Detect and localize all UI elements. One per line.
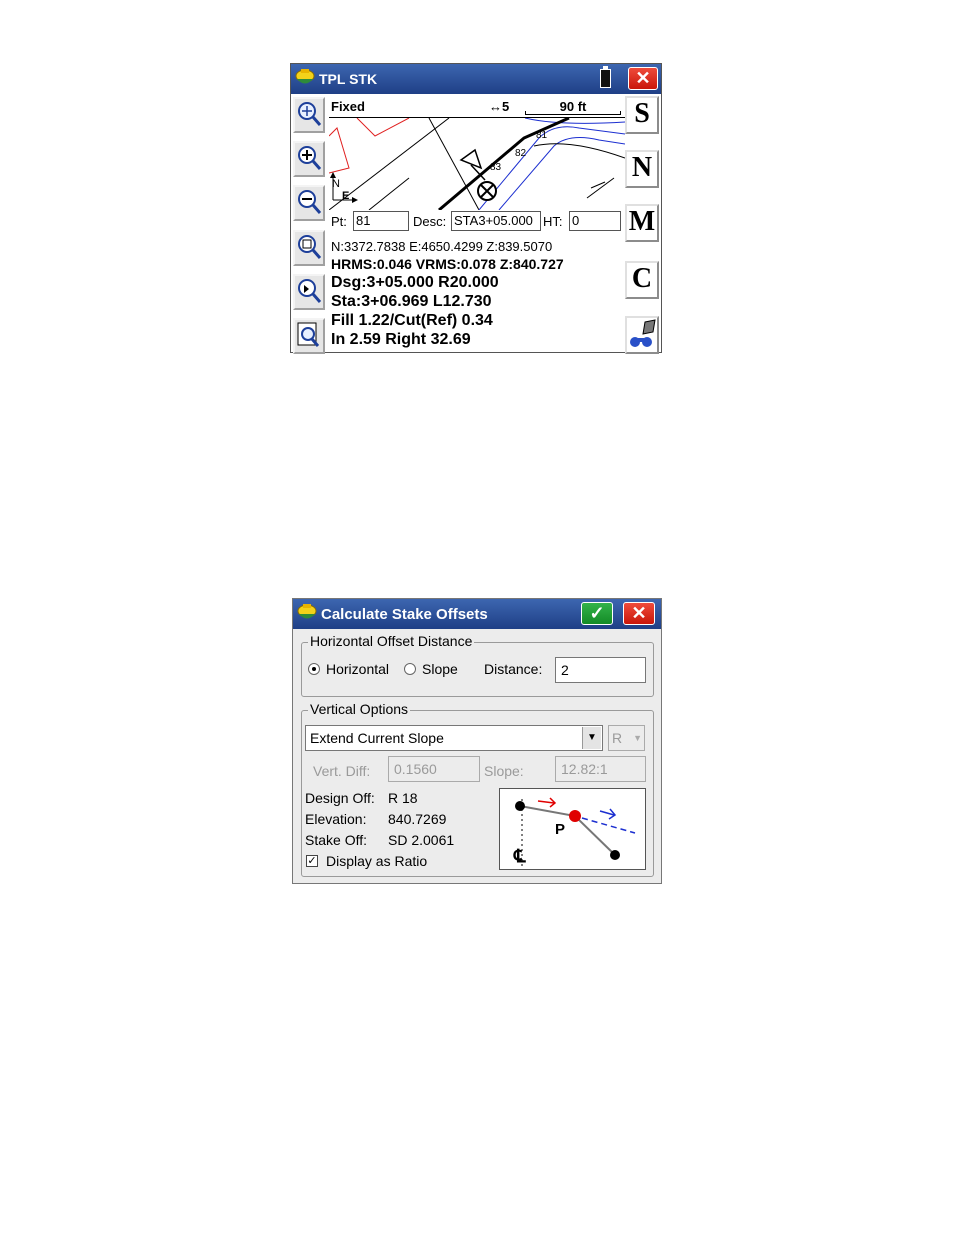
design-off-label: Design Off: <box>305 790 375 806</box>
map-label-81: 81 <box>536 130 548 141</box>
zoom-extents-icon <box>295 99 323 131</box>
battery-icon <box>600 69 611 88</box>
ht-input[interactable]: 0 <box>569 211 621 231</box>
zoom-in-icon <box>295 143 323 175</box>
vertical-method-select[interactable] <box>305 725 603 751</box>
dialog-title: Calculate Stake Offsets <box>321 606 488 623</box>
horizontal-radio[interactable] <box>308 663 320 675</box>
design-text: Dsg:3+05.000 R20.000 <box>331 274 499 291</box>
zoom-in-button[interactable] <box>293 141 325 177</box>
pt-label: Pt: <box>331 214 347 229</box>
in-right-text: In 2.59 Right 32.69 <box>331 331 471 348</box>
map-label-82: 82 <box>515 148 527 159</box>
pt-input[interactable]: 81 <box>353 211 409 231</box>
map-view[interactable] <box>329 118 625 210</box>
calculate-stake-offsets-dialog <box>292 598 662 884</box>
side-select <box>608 725 645 751</box>
horizontal-offset-group-label: Horizontal Offset Distance <box>310 633 473 649</box>
zoom-previous-button[interactable] <box>293 274 325 310</box>
scale-bar-line <box>525 111 621 115</box>
binoculars-icon <box>627 318 657 352</box>
scale-count: ↔5 <box>489 99 510 114</box>
elevation-value: 840.7269 <box>388 811 447 827</box>
north-label: N <box>332 178 340 190</box>
map-canvas <box>329 118 625 210</box>
point-p-label: P <box>555 821 566 838</box>
title-bar <box>291 64 661 94</box>
zoom-details-button[interactable] <box>293 318 325 354</box>
window-title: TPL STK <box>319 71 378 87</box>
desc-input[interactable]: STA3+05.000 <box>451 211 541 231</box>
vertical-method-value: Extend Current Slope <box>310 730 444 746</box>
slope-label: Slope: <box>484 763 524 779</box>
zoom-window-button[interactable] <box>293 230 325 266</box>
zoom-out-icon <box>295 187 323 219</box>
desc-label: Desc: <box>413 214 447 229</box>
monitor-button[interactable] <box>625 316 659 354</box>
zoom-previous-icon <box>295 276 323 308</box>
centerline-icon: ℄ <box>514 846 526 866</box>
horizontal-radio-label: Horizontal <box>326 661 390 677</box>
offset-diagram <box>499 788 646 870</box>
coords-text: N:3372.7838 E:4650.4299 Z:839.5070 <box>331 239 553 254</box>
horizontal-offset-group <box>301 633 654 697</box>
stake-off-value: SD 2.0061 <box>388 832 455 848</box>
app-icon <box>295 601 319 625</box>
calculate-button[interactable]: C <box>625 261 659 299</box>
vert-diff-input: 0.1560 <box>388 756 480 782</box>
zoom-window-icon <box>295 232 323 264</box>
fill-cut-text: Fill 1.22/Cut(Ref) 0.34 <box>331 312 493 329</box>
solution-status: Fixed <box>331 99 365 114</box>
zoom-details-icon <box>295 320 323 352</box>
status-bar <box>329 97 625 118</box>
point-input-row <box>329 210 625 232</box>
display-ratio-label: Display as Ratio <box>326 853 428 869</box>
app-icon <box>293 66 317 90</box>
menu-button[interactable]: M <box>625 204 659 242</box>
vert-diff-label: Vert. Diff: <box>313 763 371 779</box>
vertical-options-group-label: Vertical Options <box>310 701 409 717</box>
tpl-stk-window <box>290 63 662 353</box>
ok-button[interactable]: ✓ <box>581 602 613 625</box>
east-label: E <box>342 190 350 202</box>
dialog-title-bar <box>293 599 661 629</box>
slope-radio[interactable] <box>404 663 416 675</box>
slope-input: 12.82:1 <box>555 756 646 782</box>
side-select-value: R <box>612 730 623 746</box>
distance-input[interactable]: 2 <box>555 657 646 683</box>
display-ratio-checkbox[interactable]: ✓ <box>307 855 317 867</box>
slope-radio-label: Slope <box>422 661 458 677</box>
zoom-extents-button[interactable] <box>293 97 325 133</box>
next-button[interactable]: N <box>625 150 659 188</box>
station-text: Sta:3+06.969 L12.730 <box>331 293 492 310</box>
store-button[interactable]: S <box>625 96 659 134</box>
chevron-down-icon: ▼ <box>633 733 642 743</box>
cancel-button[interactable]: ✕ <box>623 602 655 625</box>
zoom-out-button[interactable] <box>293 185 325 221</box>
stake-off-label: Stake Off: <box>305 832 367 848</box>
map-label-83: 83 <box>490 162 502 173</box>
rms-text: HRMS:0.046 VRMS:0.078 Z:840.727 <box>331 256 564 272</box>
vertical-options-group <box>301 701 654 877</box>
close-button[interactable]: ✕ <box>628 67 658 90</box>
ht-label: HT: <box>543 214 563 229</box>
distance-label: Distance: <box>484 661 543 677</box>
scale-bar: 90 ft <box>559 99 587 114</box>
design-off-value: R 18 <box>388 790 418 806</box>
chevron-down-icon: ▼ <box>582 727 601 749</box>
elevation-label: Elevation: <box>305 811 367 827</box>
